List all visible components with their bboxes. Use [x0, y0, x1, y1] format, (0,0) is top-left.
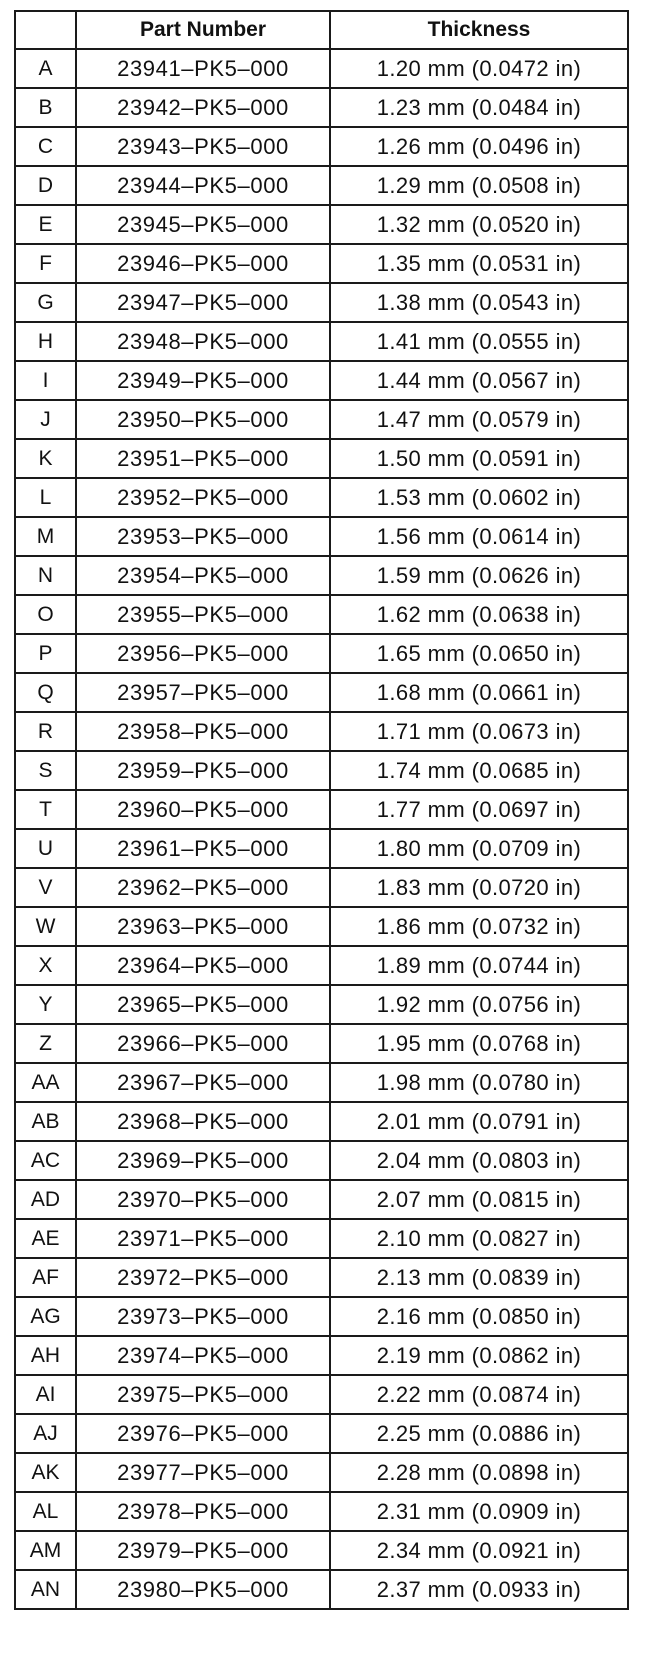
- table-row: [15, 673, 628, 712]
- table-row: [15, 1258, 628, 1297]
- cell-id: O: [15, 595, 76, 634]
- table-row: [15, 400, 628, 439]
- cell-thickness: 1.47 mm (0.0579 in): [330, 400, 628, 439]
- table-row: [15, 1180, 628, 1219]
- cell-id: AD: [15, 1180, 76, 1219]
- cell-part-number: 23962–PK5–000: [76, 868, 330, 907]
- cell-thickness: 2.16 mm (0.0850 in): [330, 1297, 628, 1336]
- table-row: [15, 790, 628, 829]
- cell-id: I: [15, 361, 76, 400]
- cell-id: H: [15, 322, 76, 361]
- table-row: [15, 517, 628, 556]
- cell-thickness: 1.20 mm (0.0472 in): [330, 49, 628, 88]
- cell-thickness: 2.34 mm (0.0921 in): [330, 1531, 628, 1570]
- cell-id: C: [15, 127, 76, 166]
- cell-part-number: 23979–PK5–000: [76, 1531, 330, 1570]
- cell-part-number: 23945–PK5–000: [76, 205, 330, 244]
- table-row: [15, 439, 628, 478]
- cell-thickness: 1.68 mm (0.0661 in): [330, 673, 628, 712]
- cell-part-number: 23957–PK5–000: [76, 673, 330, 712]
- table-row: [15, 1453, 628, 1492]
- table-row: [15, 1414, 628, 1453]
- cell-thickness: 1.83 mm (0.0720 in): [330, 868, 628, 907]
- cell-part-number: 23969–PK5–000: [76, 1141, 330, 1180]
- cell-id: AJ: [15, 1414, 76, 1453]
- cell-part-number: 23968–PK5–000: [76, 1102, 330, 1141]
- cell-id: AF: [15, 1258, 76, 1297]
- table-row: [15, 127, 628, 166]
- header-part-number: Part Number: [76, 11, 330, 49]
- cell-thickness: 1.38 mm (0.0543 in): [330, 283, 628, 322]
- table-row: [15, 478, 628, 517]
- cell-thickness: 2.04 mm (0.0803 in): [330, 1141, 628, 1180]
- cell-thickness: 1.53 mm (0.0602 in): [330, 478, 628, 517]
- cell-part-number: 23961–PK5–000: [76, 829, 330, 868]
- cell-thickness: 1.35 mm (0.0531 in): [330, 244, 628, 283]
- cell-part-number: 23974–PK5–000: [76, 1336, 330, 1375]
- table-row: [15, 361, 628, 400]
- table-row: [15, 1297, 628, 1336]
- cell-part-number: 23977–PK5–000: [76, 1453, 330, 1492]
- cell-thickness: 2.31 mm (0.0909 in): [330, 1492, 628, 1531]
- cell-part-number: 23950–PK5–000: [76, 400, 330, 439]
- cell-thickness: 1.71 mm (0.0673 in): [330, 712, 628, 751]
- cell-id: F: [15, 244, 76, 283]
- cell-thickness: 1.32 mm (0.0520 in): [330, 205, 628, 244]
- cell-id: AA: [15, 1063, 76, 1102]
- cell-thickness: 1.44 mm (0.0567 in): [330, 361, 628, 400]
- cell-thickness: 1.77 mm (0.0697 in): [330, 790, 628, 829]
- header-row: [15, 11, 628, 49]
- table-row: [15, 1102, 628, 1141]
- cell-part-number: 23953–PK5–000: [76, 517, 330, 556]
- table-row: [15, 166, 628, 205]
- parts-table-sheet: [14, 10, 627, 1610]
- cell-id: AN: [15, 1570, 76, 1609]
- cell-part-number: 23943–PK5–000: [76, 127, 330, 166]
- cell-part-number: 23960–PK5–000: [76, 790, 330, 829]
- cell-id: U: [15, 829, 76, 868]
- cell-part-number: 23952–PK5–000: [76, 478, 330, 517]
- table-row: [15, 205, 628, 244]
- table-row: [15, 49, 628, 88]
- cell-thickness: 2.01 mm (0.0791 in): [330, 1102, 628, 1141]
- cell-id: AH: [15, 1336, 76, 1375]
- cell-thickness: 1.65 mm (0.0650 in): [330, 634, 628, 673]
- cell-part-number: 23964–PK5–000: [76, 946, 330, 985]
- cell-id: AK: [15, 1453, 76, 1492]
- cell-part-number: 23971–PK5–000: [76, 1219, 330, 1258]
- cell-part-number: 23978–PK5–000: [76, 1492, 330, 1531]
- cell-thickness: 2.13 mm (0.0839 in): [330, 1258, 628, 1297]
- cell-part-number: 23965–PK5–000: [76, 985, 330, 1024]
- cell-thickness: 1.80 mm (0.0709 in): [330, 829, 628, 868]
- table-row: [15, 712, 628, 751]
- cell-thickness: 1.41 mm (0.0555 in): [330, 322, 628, 361]
- cell-part-number: 23973–PK5–000: [76, 1297, 330, 1336]
- cell-thickness: 1.95 mm (0.0768 in): [330, 1024, 628, 1063]
- cell-id: Q: [15, 673, 76, 712]
- table-row: [15, 322, 628, 361]
- cell-part-number: 23949–PK5–000: [76, 361, 330, 400]
- table-row: [15, 283, 628, 322]
- header-id: [15, 11, 76, 49]
- table-row: [15, 1141, 628, 1180]
- header-thickness: Thickness: [330, 11, 628, 49]
- cell-id: T: [15, 790, 76, 829]
- cell-id: P: [15, 634, 76, 673]
- table-row: [15, 751, 628, 790]
- cell-id: B: [15, 88, 76, 127]
- cell-part-number: 23975–PK5–000: [76, 1375, 330, 1414]
- cell-part-number: 23972–PK5–000: [76, 1258, 330, 1297]
- cell-part-number: 23980–PK5–000: [76, 1570, 330, 1609]
- cell-thickness: 2.19 mm (0.0862 in): [330, 1336, 628, 1375]
- cell-part-number: 23942–PK5–000: [76, 88, 330, 127]
- cell-id: D: [15, 166, 76, 205]
- table-header: [15, 11, 628, 49]
- cell-id: Z: [15, 1024, 76, 1063]
- cell-part-number: 23944–PK5–000: [76, 166, 330, 205]
- cell-part-number: 23976–PK5–000: [76, 1414, 330, 1453]
- cell-part-number: 23947–PK5–000: [76, 283, 330, 322]
- cell-part-number: 23948–PK5–000: [76, 322, 330, 361]
- cell-thickness: 2.25 mm (0.0886 in): [330, 1414, 628, 1453]
- cell-id: M: [15, 517, 76, 556]
- cell-thickness: 1.50 mm (0.0591 in): [330, 439, 628, 478]
- cell-id: AB: [15, 1102, 76, 1141]
- cell-thickness: 1.98 mm (0.0780 in): [330, 1063, 628, 1102]
- table-row: [15, 907, 628, 946]
- cell-part-number: 23956–PK5–000: [76, 634, 330, 673]
- cell-id: AM: [15, 1531, 76, 1570]
- cell-part-number: 23946–PK5–000: [76, 244, 330, 283]
- cell-thickness: 1.23 mm (0.0484 in): [330, 88, 628, 127]
- table-row: [15, 1219, 628, 1258]
- table-row: [15, 88, 628, 127]
- cell-thickness: 2.37 mm (0.0933 in): [330, 1570, 628, 1609]
- cell-part-number: 23941–PK5–000: [76, 49, 330, 88]
- cell-thickness: 1.29 mm (0.0508 in): [330, 166, 628, 205]
- cell-thickness: 1.89 mm (0.0744 in): [330, 946, 628, 985]
- cell-thickness: 1.62 mm (0.0638 in): [330, 595, 628, 634]
- cell-thickness: 2.10 mm (0.0827 in): [330, 1219, 628, 1258]
- cell-part-number: 23958–PK5–000: [76, 712, 330, 751]
- cell-thickness: 2.07 mm (0.0815 in): [330, 1180, 628, 1219]
- cell-id: W: [15, 907, 76, 946]
- cell-id: AG: [15, 1297, 76, 1336]
- cell-thickness: 1.74 mm (0.0685 in): [330, 751, 628, 790]
- cell-id: G: [15, 283, 76, 322]
- table-row: [15, 868, 628, 907]
- cell-id: E: [15, 205, 76, 244]
- table-row: [15, 1492, 628, 1531]
- cell-id: X: [15, 946, 76, 985]
- cell-thickness: 1.59 mm (0.0626 in): [330, 556, 628, 595]
- cell-thickness: 1.86 mm (0.0732 in): [330, 907, 628, 946]
- table-row: [15, 244, 628, 283]
- table-row: [15, 946, 628, 985]
- table-row: [15, 1063, 628, 1102]
- cell-id: K: [15, 439, 76, 478]
- cell-part-number: 23951–PK5–000: [76, 439, 330, 478]
- cell-id: R: [15, 712, 76, 751]
- table-row: [15, 1375, 628, 1414]
- cell-id: S: [15, 751, 76, 790]
- cell-part-number: 23963–PK5–000: [76, 907, 330, 946]
- cell-thickness: 2.22 mm (0.0874 in): [330, 1375, 628, 1414]
- cell-thickness: 1.26 mm (0.0496 in): [330, 127, 628, 166]
- cell-id: N: [15, 556, 76, 595]
- table-row: [15, 1531, 628, 1570]
- cell-id: AC: [15, 1141, 76, 1180]
- cell-part-number: 23967–PK5–000: [76, 1063, 330, 1102]
- table-row: [15, 634, 628, 673]
- cell-part-number: 23970–PK5–000: [76, 1180, 330, 1219]
- cell-thickness: 1.56 mm (0.0614 in): [330, 517, 628, 556]
- cell-id: L: [15, 478, 76, 517]
- cell-id: J: [15, 400, 76, 439]
- cell-thickness: 1.92 mm (0.0756 in): [330, 985, 628, 1024]
- table-row: [15, 829, 628, 868]
- table-body: [15, 49, 628, 1609]
- table-row: [15, 1336, 628, 1375]
- cell-id: AL: [15, 1492, 76, 1531]
- cell-id: V: [15, 868, 76, 907]
- table-row: [15, 595, 628, 634]
- cell-part-number: 23954–PK5–000: [76, 556, 330, 595]
- table-row: [15, 985, 628, 1024]
- cell-part-number: 23966–PK5–000: [76, 1024, 330, 1063]
- cell-thickness: 2.28 mm (0.0898 in): [330, 1453, 628, 1492]
- parts-table: [14, 10, 629, 1610]
- cell-part-number: 23955–PK5–000: [76, 595, 330, 634]
- table-row: [15, 1570, 628, 1609]
- table-row: [15, 556, 628, 595]
- cell-id: Y: [15, 985, 76, 1024]
- cell-id: A: [15, 49, 76, 88]
- table-row: [15, 1024, 628, 1063]
- cell-part-number: 23959–PK5–000: [76, 751, 330, 790]
- cell-id: AE: [15, 1219, 76, 1258]
- cell-id: AI: [15, 1375, 76, 1414]
